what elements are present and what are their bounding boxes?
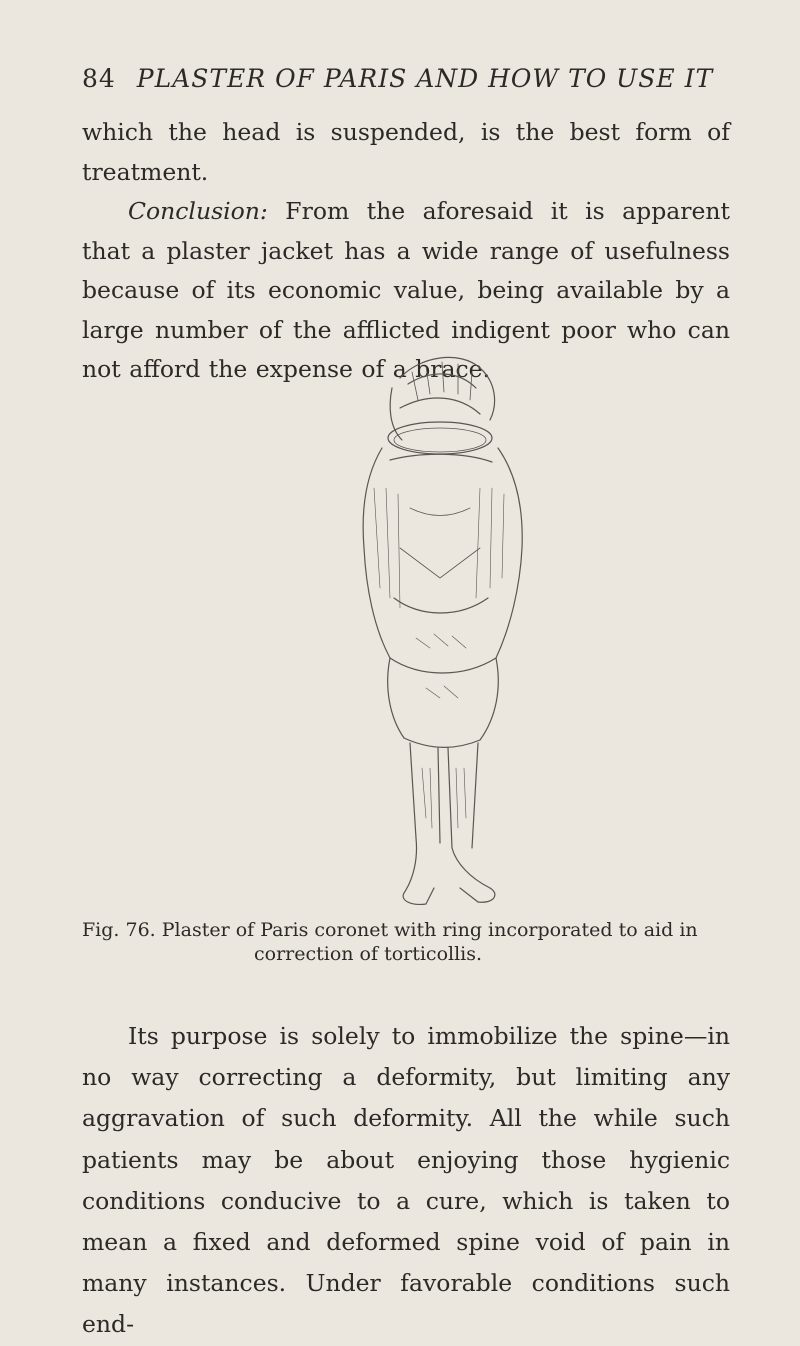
paragraph-treatment: which the head is suspended, is the best form of treatment. [82,118,730,186]
conclusion-text: From the aforesaid it is apparent that a plaster jacket has a wide range of usefulness because of its economic value, being available by a large number of the afflicted indigent poor who can not afford the expense of a brace. [82,197,730,384]
conclusion-label: Conclusion: [128,197,268,225]
running-title: PLASTER OF PARIS AND HOW TO USE IT [136,64,714,93]
caption-line-2: correction of torticollis. [254,943,483,965]
page-header [82,64,722,93]
caption-line-1: Fig. 76. Plaster of Paris coronet with ring incorporated to aid in [82,919,698,941]
figure-drawing [330,348,548,908]
page-number: 84 [82,64,116,93]
figure-illustration-icon [330,348,548,908]
figure-caption [82,918,732,966]
paragraph-purpose: Its purpose is solely to immobilize the spine—in no way correcting a deformity, but limiting any aggravation of such deformity. All the while such patients may be about enjoying those hygienic conditions conducive to a cure, which is taken to mean a fixed and deformed spine void of pain in many instances. Under favorable conditions such end- [82,1022,730,1339]
